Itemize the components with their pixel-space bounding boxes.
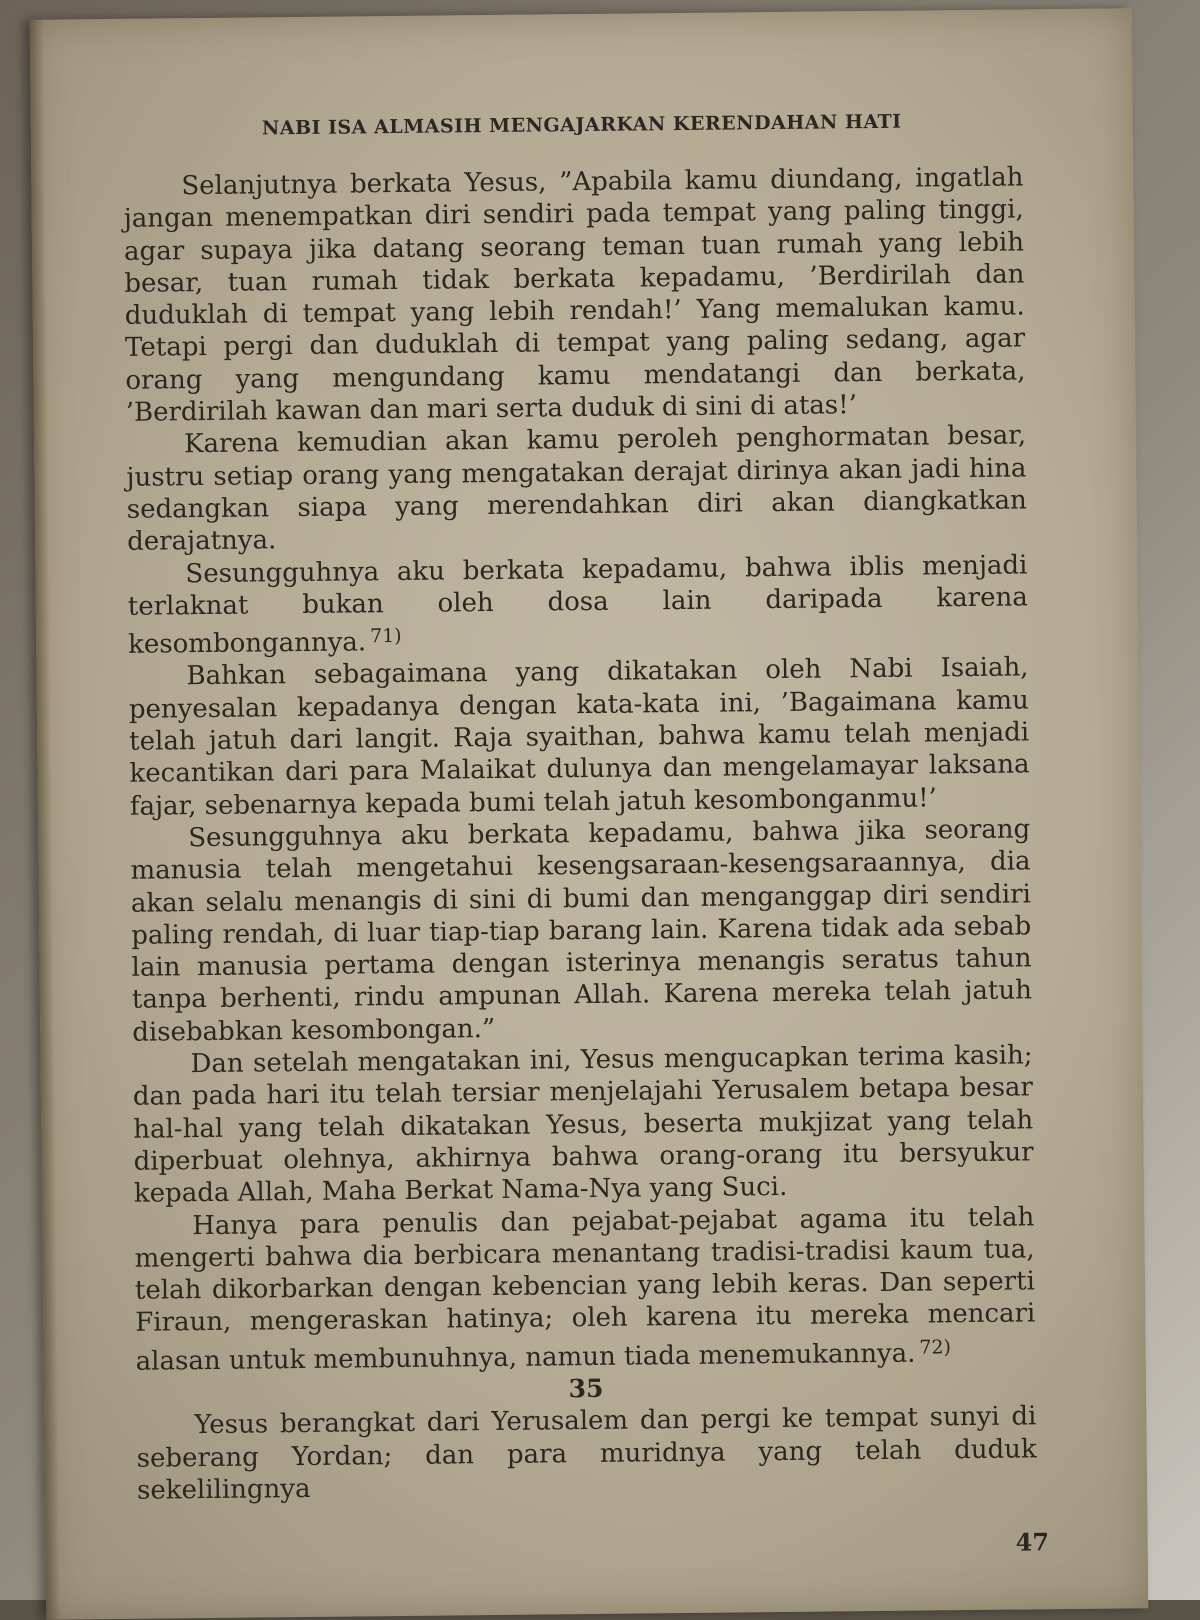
book-page (30, 8, 1149, 1619)
paragraph: Karena kemudian akan kamu peroleh penghormatan besar, justru setiap orang yang mengatakan derajat dirinya akan jadi hina sedangkan siapa yang merendahkan diri akan diangkatkan derajatnya. (126, 420, 1027, 558)
page-body (123, 161, 1037, 1507)
paragraph: Sesungguhnya aku berkata kepadamu, bahwa jika seorang manusia telah mengetahui kesengsaraan-kesengsaraannya, dia akan selalu menangis di sini di bumi dan menganggap diri sendiri paling rendah, di luar tiap-tiap barang lain. Karena tidak ada sebab lain manusia pertama dengan isterinya menangis seratus tahun tanpa berhenti, rindu ampunan Allah. Karena mereka telah jatuh disebabkan kesombongan.” (130, 814, 1033, 1048)
paragraph: Bahkan sebagaimana yang dikatakan oleh Nabi Isaiah, penyesalan kepadanya dengan kata-kata ini, ’Bagaimana kamu telah jatuh dari langit. Raja syaithan, bahwa kamu telah menjadi kecantikan dari para Malaikat dulunya dan mengelamayar laksana fajar, sebenarnya kepada bumi telah jatuh kesombonganmu!’ (128, 652, 1030, 822)
paragraph: Dan setelah mengatakan ini, Yesus mengucapkan terima kasih; dan pada hari itu telah tersiar menjelajahi Yerusalem betapa besar hal-hal yang telah dikatakan Yesus, beserta mukjizat yang telah diperbuat olehnya, akhirnya bahwa orang-orang itu bersyukur kepada Allah, Maha Berkat Nama-Nya yang Suci. (132, 1040, 1034, 1209)
paragraph: Selanjutnya berkata Yesus, ”Apabila kamu diundang, ingatlah jangan menempatkan diri sendiri pada tempat yang paling tinggi, agar supaya jika datang seorang teman tuan rumah yang lebih besar, tuan rumah tidak berkata kepadamu, ’Berdirilah dan duduklah di tempat yang lebih rendah!’ Yang memalukan kamu. Tetapi pergi dan duduklah di tempat yang paling sedang, agar orang yang mengundang kamu mendatangi dan berkata, ’Berdirilah kawan dan mari serta duduk di sini di atas!’ (123, 162, 1026, 428)
page-number: 47 (1015, 1527, 1050, 1557)
footnote-reference: 72) (919, 1335, 952, 1359)
paragraph: Yesus berangkat dari Yerusalem dan pergi ke tempat sunyi di seberang Yordan; dan para muridnya yang telah duduk sekelilingnya (136, 1401, 1037, 1506)
paragraph: Sesungguhnya aku berkata kepadamu, bahwa iblis menjadi terlaknat bukan oleh dosa lain daripada karena kesombongannya. $^{71)}$ (127, 549, 1028, 660)
running-header: NABI ISA ALMASIH MENGAJARKAN KERENDAHAN HATI (261, 110, 902, 140)
chapter-number: 35 (568, 1373, 604, 1404)
footnote-reference: 71) (369, 625, 402, 648)
paragraph: Hanya para penulis dan pejabat-pejabat agama itu telah mengerti bahwa dia berbicara menantang tradisi-tradisi kaum tua, telah dikorbarkan dengan kebencian yang lebih keras. Dan seperti Firaun, mengeraskan hatinya; oleh karena itu mereka mencari alasan untuk membunuhnya, namun tiada menemukannya. $^{72)}$ (134, 1201, 1036, 1377)
